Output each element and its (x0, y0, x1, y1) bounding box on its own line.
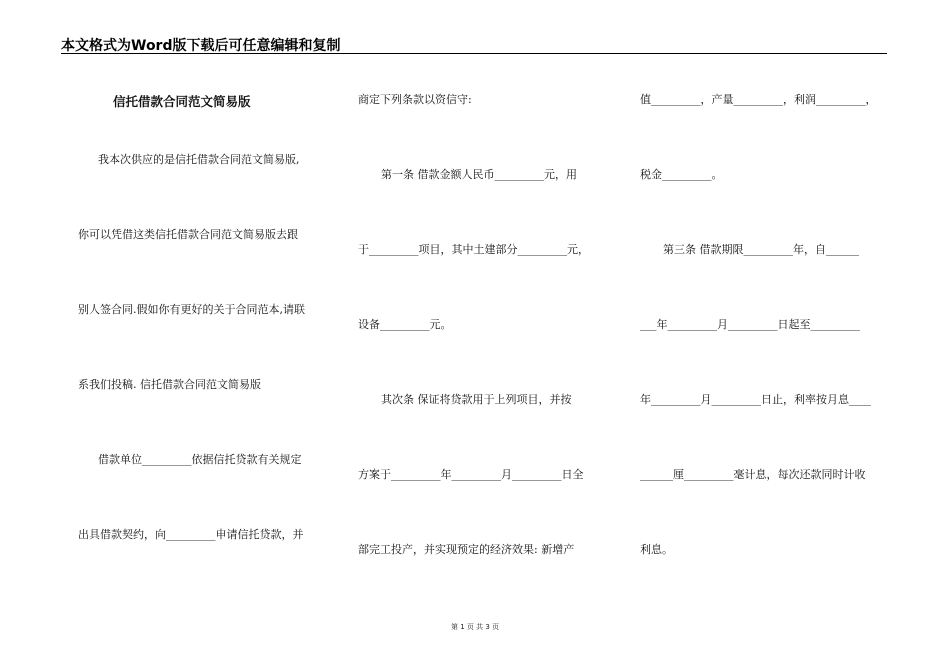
header-divider (61, 53, 887, 54)
col1-line-4: 系我们投稿. 信托借款合同范文简易版 (78, 378, 261, 391)
col1-line-3: 别人签合同.假如你有更好的关于合同范本,请联 (78, 303, 305, 316)
col3-line-3: 第三条 借款期限_________年，自______ (663, 243, 859, 256)
col2-line-4: 设备_________元。 (358, 318, 452, 331)
col2-line-5: 其次条 保证将贷款用于上列项目，并按 (381, 393, 572, 406)
page-number: 第 1 页 共 3 页 (450, 623, 500, 631)
col3-line-6: ______厘_________毫计息，每次还款同时计收 (640, 468, 866, 481)
document-header: 本文格式为Word版下载后可任意编辑和复制 (61, 38, 341, 54)
col2-line-1: 商定下列条款以资信守: (358, 93, 472, 106)
col2-line-6: 方案于_________年_________月_________日全 (358, 468, 584, 481)
col3-line-2: 税金_________。 (640, 168, 723, 181)
document-title: 信托借款合同范文简易版 (113, 94, 251, 109)
col1-line-6: 出具借款契约，向_________申请信托贷款，并 (78, 528, 304, 541)
col3-line-4: ___年_________月_________日起至_________ (640, 318, 860, 331)
col3-line-1: 值_________，产量_________，利润_________， (640, 93, 877, 106)
col3-line-5: 年_________月_________日止，利率按月息____ (640, 393, 871, 406)
col2-line-2: 第一条 借款金额人民币_________元，用 (381, 168, 577, 181)
col1-line-5: 借款单位_________依据信托贷款有关规定 (98, 453, 302, 466)
col1-line-2: 你可以凭借这类信托借款合同范文简易版去跟 (78, 228, 298, 241)
col2-line-7: 部完工投产，并实现预定的经济效果: 新增产 (358, 543, 575, 556)
col2-line-3: 于_________项目，其中土建部分_________元， (358, 243, 589, 256)
col1-line-1: 我本次供应的是信托借款合同范文简易版, (98, 153, 300, 166)
col3-line-7: 利息。 (640, 543, 673, 556)
